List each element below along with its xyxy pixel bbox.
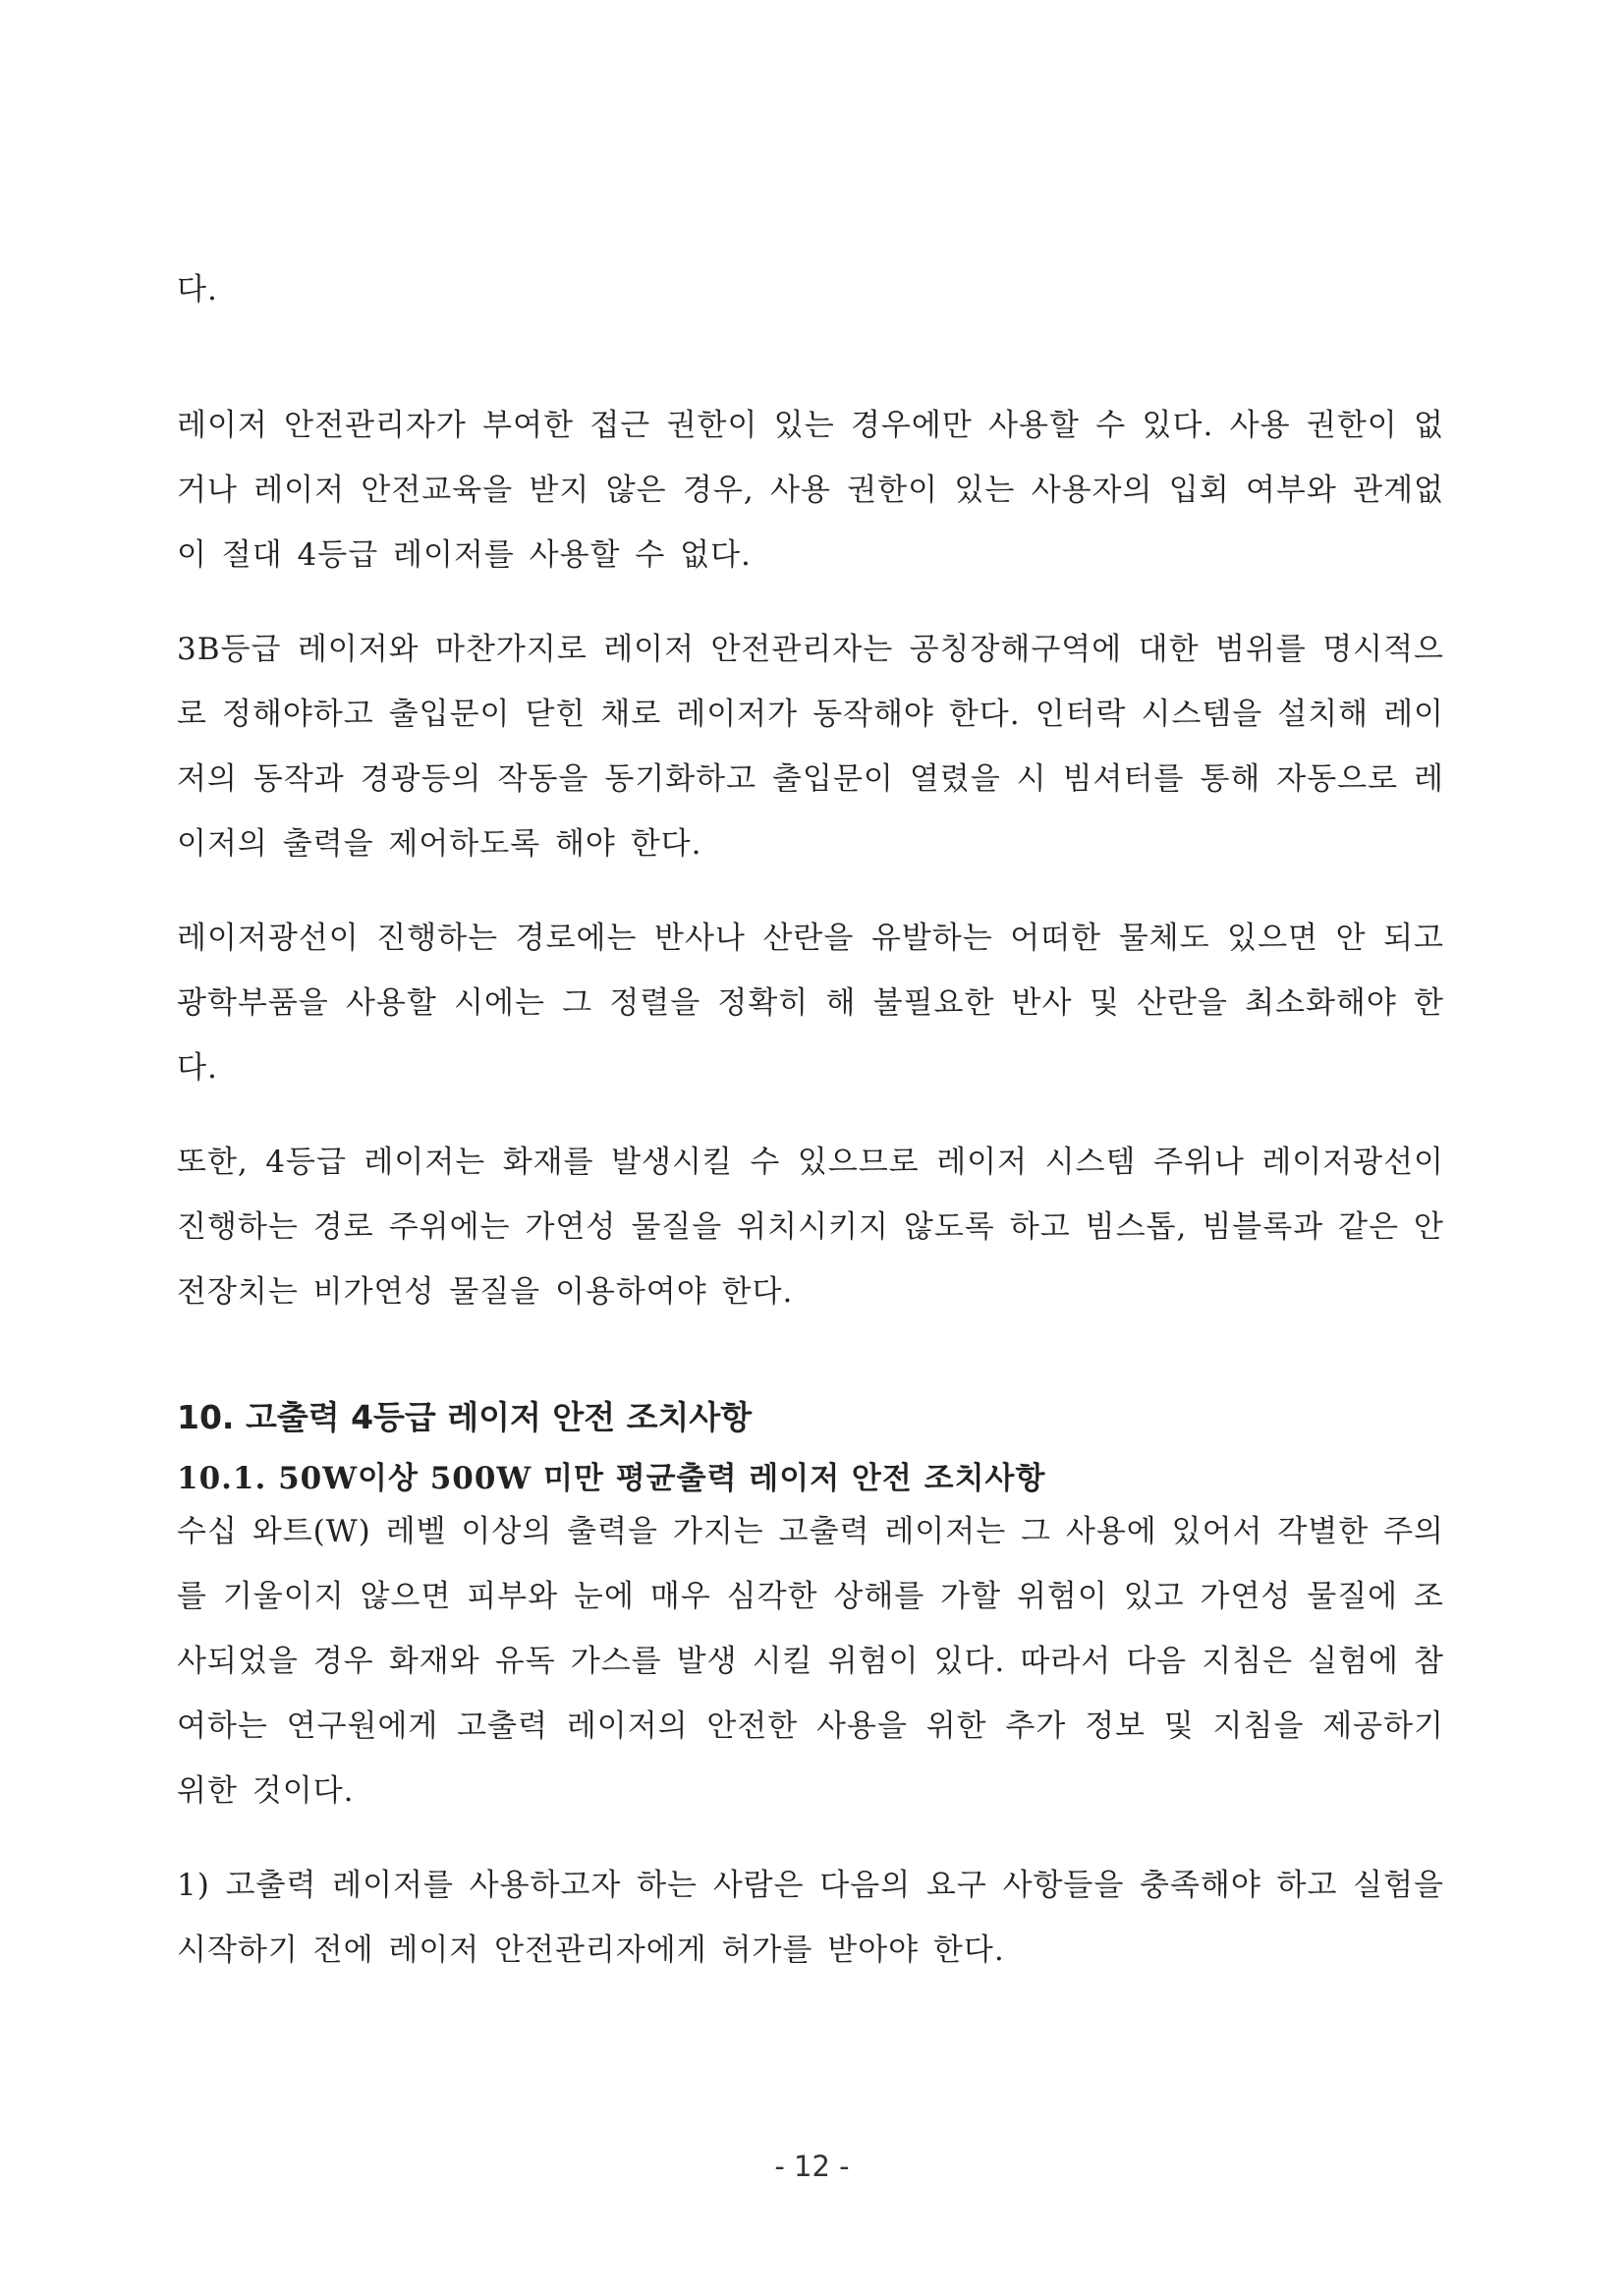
subsection-heading: 10.1. 50W이상 500W 미만 평균출력 레이저 안전 조치사항 <box>177 1461 1046 1496</box>
paragraph-fire-hazard: 또한, 4등급 레이저는 화재를 발생시킬 수 있으므로 레이저 시스템 주위나 레이저광선이 진행하는 경로 주위에는 가연성 물질을 위치시키지 않도록 하고 빔스톱, 빔블록과 같은 안전장치는 비가연성 물질을 이용하여야 한다. <box>177 1145 1444 1310</box>
paragraph-continuation: 다. <box>177 272 218 308</box>
list-item-1: 1) 고출력 레이저를 사용하고자 하는 사람은 다음의 요구 사항들을 충족해야 하고 실험을 시작하기 전에 레이저 안전관리자에게 허가를 받아야 한다. <box>177 1868 1444 1968</box>
paragraph-high-power-intro: 수십 와트(W) 레벨 이상의 출력을 가지는 고출력 레이저는 그 사용에 있어서 각별한 주의를 기울이지 않으면 피부와 눈에 매우 심각한 상해를 가할 위험이 있고 가연성 물질에 조사되었을 경우 화재와 유독 가스를 발생 시킬 위험이 있다. 따라서 다음 지침은 실험에 참여하는 연구원에게 고출력 레이저의 안전한 사용을 위한 추가 정보 및 지침을 제공하기 위한 것이다. <box>177 1514 1444 1809</box>
paragraph-access-permission: 레이저 안전관리자가 부여한 접근 권한이 있는 경우에만 사용할 수 있다. 사용 권한이 없거나 레이저 안전교육을 받지 않은 경우, 사용 권한이 있는 사용자의 입회 여부와 관계없이 절대 4등급 레이저를 사용할 수 없다. <box>177 408 1444 573</box>
paragraph-nhz-interlock: 3B등급 레이저와 마찬가지로 레이저 안전관리자는 공칭장해구역에 대한 범위를 명시적으로 정해야하고 출입문이 닫힌 채로 레이저가 동작해야 한다. 인터락 시스템을 설치해 레이저의 동작과 경광등의 작동을 동기화하고 출입문이 열렸을 시 빔셔터를 통해 자동으로 레이저의 출력을 제어하도록 해야 한다. <box>177 632 1444 862</box>
paragraph-beam-path: 레이저광선이 진행하는 경로에는 반사나 산란을 유발하는 어떠한 물체도 있으면 안 되고 광학부품을 사용할 시에는 그 정렬을 정확히 해 불필요한 반사 및 산란을 최소화해야 한다. <box>177 921 1444 1086</box>
page-number: - 12 - <box>774 2150 850 2183</box>
section-heading: 10. 고출력 4등급 레이저 안전 조치사항 <box>177 1398 753 1436</box>
